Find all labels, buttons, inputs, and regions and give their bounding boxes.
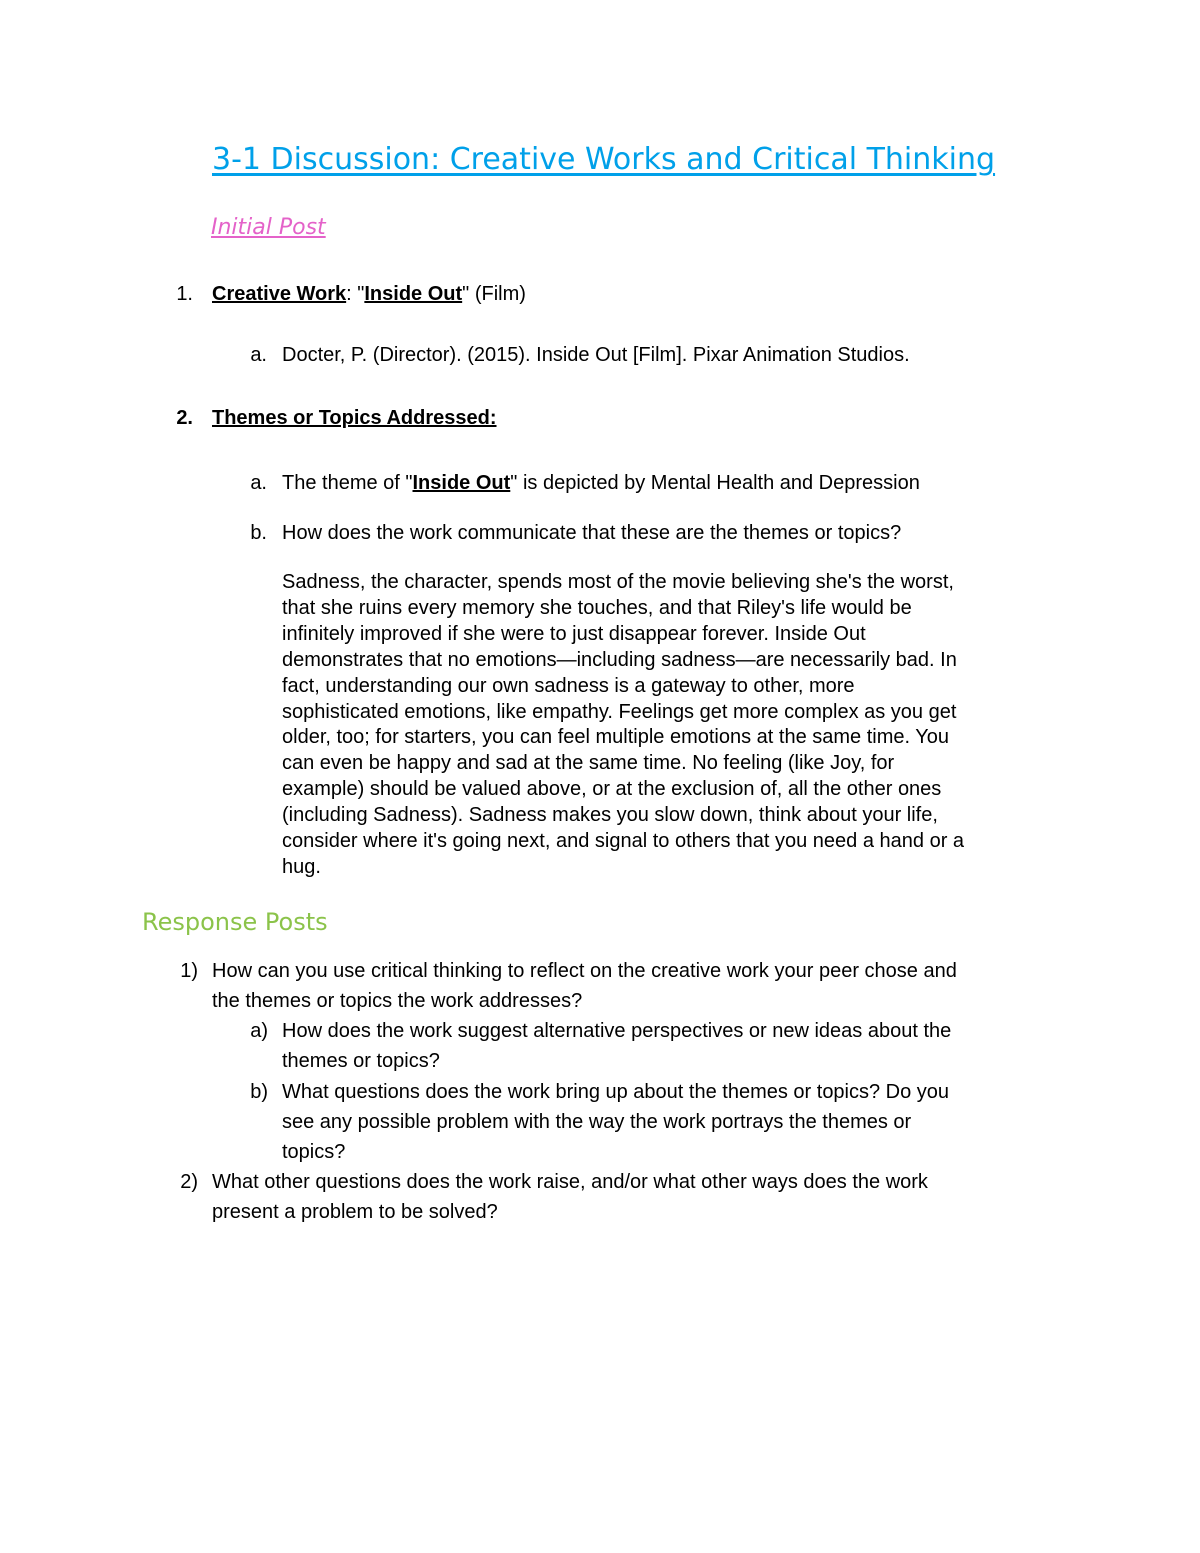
list-marker: b) (250, 1081, 268, 1103)
list-number: 2. (176, 407, 193, 429)
response-question-1b-line: topics? (282, 1141, 346, 1163)
list-marker: 1) (180, 960, 198, 982)
response-question-2-line: What other questions does the work raise, and/or what other ways does the work (212, 1171, 928, 1193)
list-item-creative-work (212, 282, 526, 306)
section-heading-response-posts: Response Posts (142, 908, 328, 936)
paragraph-line: Sadness, the character, spends most of the movie believing she's the worst, (282, 571, 954, 593)
paragraph-line: sophisticated emotions, like empathy. Feelings get more complex as you get (282, 700, 957, 723)
paragraph-line: infinitely improved if she were to just disappear forever. Inside Out (282, 622, 866, 645)
creative-work-separator: : " (346, 283, 365, 305)
page-title: 3-1 Discussion: Creative Works and Critical Thinking (212, 142, 996, 177)
paragraph-line: hug. (282, 855, 321, 878)
citation-text: Docter, P. (Director). (2015). Inside Out [Film]. Pixar Animation Studios. (282, 344, 910, 366)
paragraph-line: consider where it's going next, and signal to others that you need a hand or a (282, 830, 965, 853)
response-question-1a-line: How does the work suggest alternative perspectives or new ideas about the (282, 1020, 952, 1042)
response-question-1b-line: What questions does the work bring up about the themes or topics? Do you (282, 1081, 950, 1103)
section-heading-initial-post: Initial Post (211, 215, 326, 240)
paragraph-line: can even be happy and sad at the same time. No feeling (like Joy, for (282, 752, 895, 775)
response-question-1-line: the themes or topics the work addresses? (212, 990, 583, 1012)
theme-statement-end: " is depicted by Mental Health and Depression (510, 472, 920, 494)
creative-work-label: Creative Work (212, 283, 347, 305)
creative-work-type: " (Film) (462, 283, 526, 305)
response-question-2-line: present a problem to be solved? (212, 1201, 498, 1223)
list-marker: a) (250, 1020, 268, 1042)
paragraph-line: that she ruins every memory she touches, and that Riley's life would be (282, 596, 912, 619)
list-marker: a. (250, 344, 267, 366)
list-marker: b. (250, 522, 267, 544)
paragraph-line: older, too; for starters, you can feel multiple emotions at the same time. You (282, 726, 950, 749)
paragraph-line: (including Sadness). Sadness makes you slow down, think about your life, (282, 804, 938, 827)
theme-work-title: Inside Out (412, 472, 511, 494)
response-question-1b-line: see any possible problem with the way the work portrays the themes or (282, 1111, 912, 1133)
communication-question: How does the work communicate that these are the themes or topics? (282, 522, 902, 544)
response-question-1a-line: themes or topics? (282, 1050, 440, 1072)
list-marker: 2) (180, 1171, 198, 1193)
list-number: 1. (176, 283, 193, 305)
response-question-1-line: How can you use critical thinking to reflect on the creative work your peer chose and (212, 960, 957, 982)
paragraph-line: fact, understanding our own sadness is a gateway to other, more (282, 674, 855, 697)
answer-paragraph (282, 570, 1062, 881)
themes-heading: Themes or Topics Addressed: (212, 407, 497, 429)
theme-statement-start: The theme of " (282, 472, 413, 494)
theme-statement (282, 471, 920, 495)
paragraph-line: example) should be valued above, or at the exclusion of, all the other ones (282, 778, 942, 801)
paragraph-line: demonstrates that no emotions—including sadness—are necessarily bad. In (282, 648, 957, 671)
list-marker: a. (250, 472, 267, 494)
creative-work-title: Inside Out (364, 283, 463, 305)
